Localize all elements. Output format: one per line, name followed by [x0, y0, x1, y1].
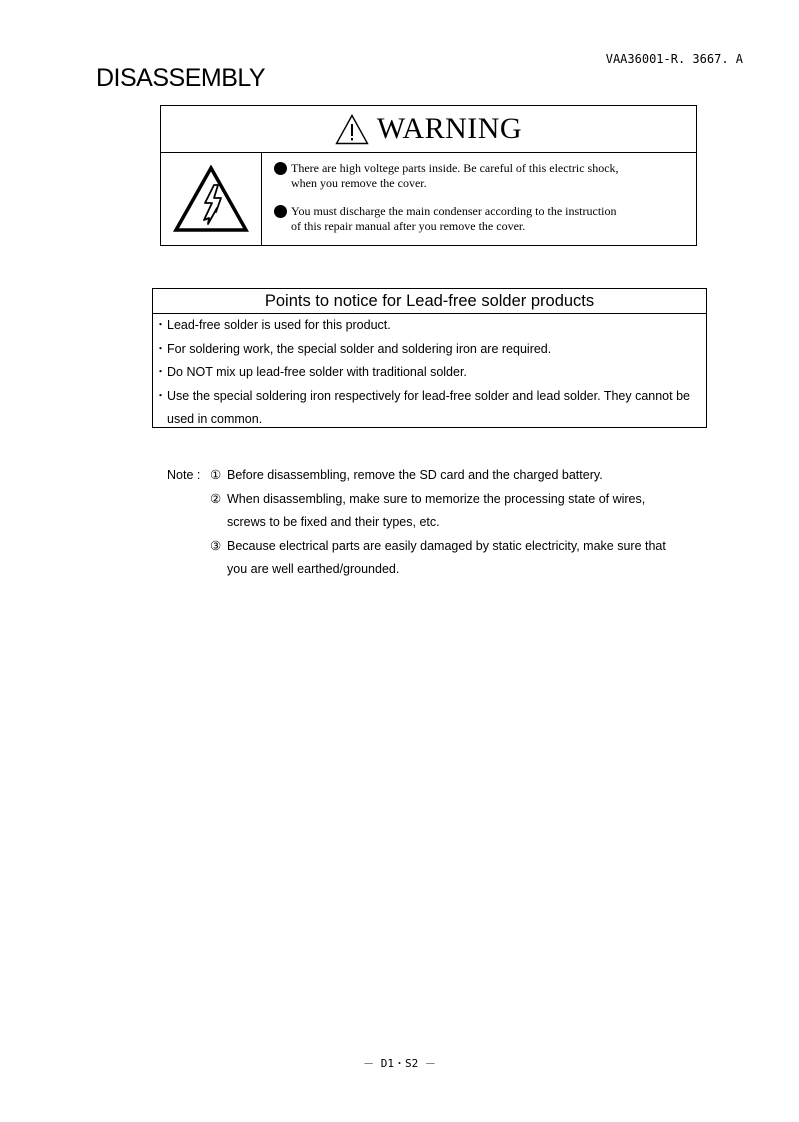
- bullet: ・: [154, 318, 167, 332]
- note-continuation: you are well earthed/grounded.: [227, 562, 400, 576]
- hazard-cell: [161, 153, 262, 245]
- note-item: [167, 464, 727, 488]
- warning-title: WARNING: [376, 112, 523, 145]
- lead-free-list: [153, 314, 706, 432]
- bullet: ・: [154, 341, 167, 356]
- list-item: ・ Lead-free solder is used for this product.: [153, 314, 706, 338]
- list-item: ・ Do NOT mix up lead-free solder with traditional solder.: [153, 361, 706, 385]
- warning-line: There are high voltege parts inside. Be careful of this electric shock,: [291, 161, 619, 175]
- warning-line: of this repair manual after you remove the cover.: [291, 219, 526, 233]
- high-voltage-icon: [173, 165, 249, 233]
- notes-section: [167, 464, 727, 582]
- list-item: ・ For soldering work, the special solder and soldering iron are required.: [153, 338, 706, 362]
- warning-line: when you remove the cover.: [291, 176, 427, 190]
- note-number: ②: [210, 491, 222, 506]
- note-item: [167, 488, 727, 512]
- bullet-icon: [274, 205, 287, 218]
- note-text: When disassembling, make sure to memorize the processing state of wires,: [227, 491, 646, 506]
- note-number: ③: [210, 538, 222, 553]
- lead-free-box: [152, 288, 707, 428]
- warning-triangle-icon: [335, 114, 369, 145]
- warning-box: [160, 105, 697, 246]
- warning-header: [161, 106, 696, 153]
- lead-free-title: Points to notice for Lead-free solder products: [153, 289, 706, 314]
- page-title: DISASSEMBLY: [96, 64, 266, 92]
- list-item: ・ Use the special soldering iron respectively for lead-free solder and lead solder. They cannot be used in common.: [153, 385, 706, 432]
- warning-item: [274, 161, 696, 191]
- warning-text: [262, 153, 696, 245]
- note-number: ①: [210, 468, 222, 482]
- bullet-icon: [274, 162, 287, 175]
- bullet: ・: [154, 365, 167, 379]
- document-code: VAA36001-R. 3667. A: [605, 52, 743, 66]
- note-label: Note :: [167, 468, 201, 482]
- note-text: Because electrical parts are easily damaged by static electricity, make sure that: [227, 538, 666, 553]
- warning-item: [274, 204, 696, 234]
- note-continuation: screws to be fixed and their types, etc.: [227, 515, 440, 529]
- warning-line: You must discharge the main condenser according to the instruction: [291, 204, 617, 218]
- bullet: ・: [154, 388, 167, 403]
- note-item: [167, 535, 727, 559]
- note-text: Before disassembling, remove the SD card and the charged battery.: [227, 468, 603, 482]
- page-number: － D1・S2 －: [363, 1057, 436, 1070]
